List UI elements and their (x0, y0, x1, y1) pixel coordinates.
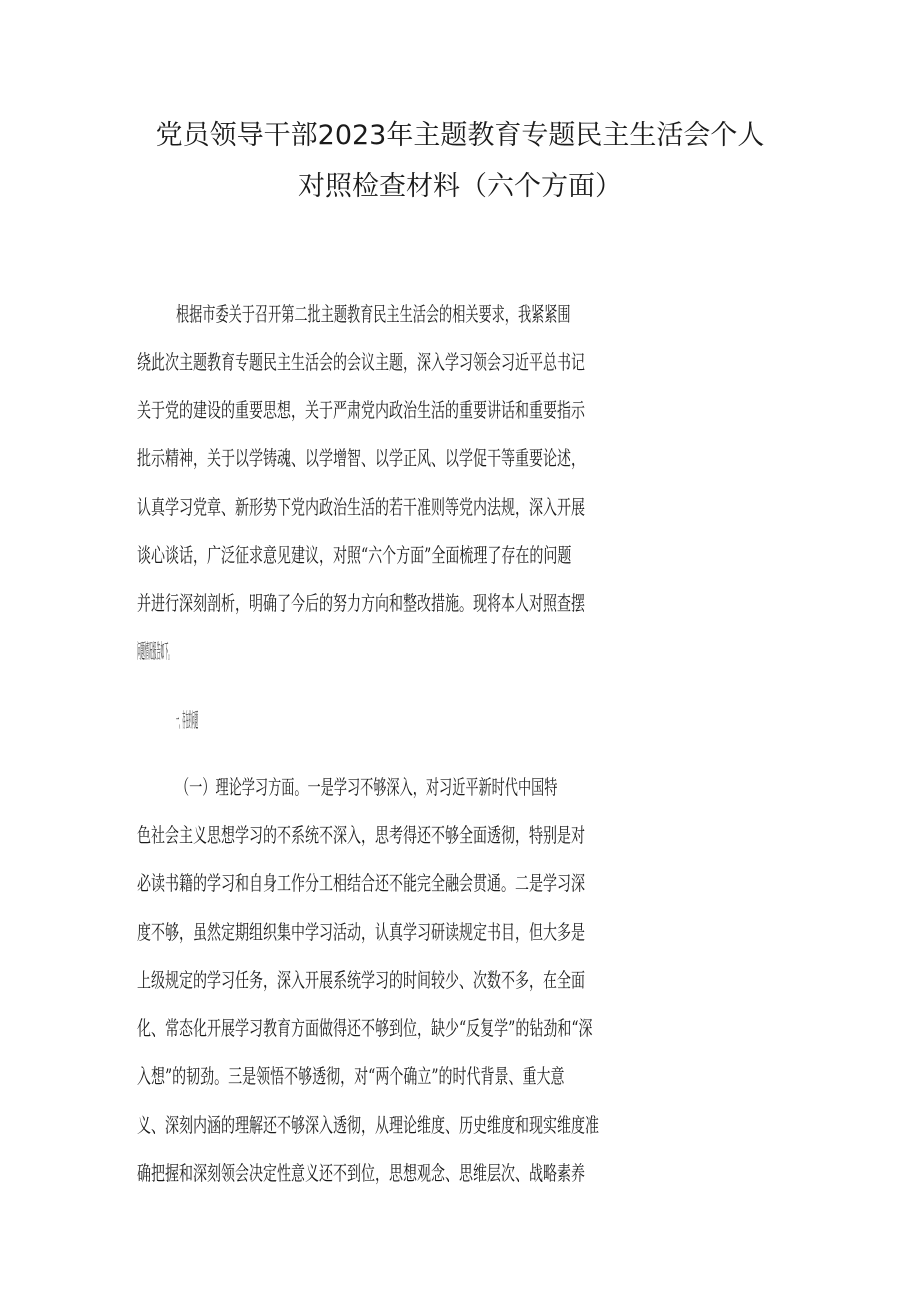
body-text-line: 上级规定的学习任务，深入开展系统学习的时间较少、次数不多，在全面 (137, 968, 585, 992)
body-text-line: 关于党的建设的重要思想，关于严肃党内政治生活的重要讲话和重要指示 (137, 398, 585, 422)
body-text-line: （一）理论学习方面。一是学习不够深入，对习近平新时代中国特 (176, 775, 558, 799)
body-text-line: 度不够，虽然定期组织集中学习活动，认真学习研读规定书目，但大多是 (137, 920, 585, 944)
body-text-line: 一、存在的问题 (176, 708, 199, 732)
body-text-line: 绕此次主题教育专题民主生活会的会议主题，深入学习领会习近平总书记 (137, 350, 585, 374)
document-title-line-1: 党员领导干部2023年主题教育专题民主生活会个人 (155, 120, 765, 151)
body-text-line: 色社会主义思想学习的不系统不深入，思考得还不够全面透彻，特别是对 (137, 823, 585, 847)
body-text-line: 义、深刻内涵的理解还不够深入透彻，从理论维度、历史维度和现实维度准 (137, 1113, 599, 1137)
body-text-line: 并进行深刻剖析，明确了今后的努力方向和整改措施。现将本人对照查摆 (137, 591, 585, 615)
body-text-line: 必读书籍的学习和自身工作分工相结合还不能完全融会贯通。二是学习深 (137, 871, 585, 895)
body-text-line: 谈心谈话，广泛征求意见建议，对照“六个方面”全面梳理了存在的问题 (137, 543, 572, 567)
body-text-line: 根据市委关于召开第二批主题教育民主生活会的相关要求，我紧紧围 (176, 302, 571, 326)
body-text-line: 问题情况报告如下。 (137, 639, 173, 663)
document-title-line-2: 对照检查材料（六个方面） (298, 171, 622, 202)
body-text-line: 认真学习党章、新形势下党内政治生活的若干准则等党内法规，深入开展 (137, 495, 585, 519)
body-text-line: 确把握和深刻领会决定性意义还不到位，思想观念、思维层次、战略素养 (137, 1161, 585, 1185)
body-text-line: 批示精神，关于以学铸魂、以学增智、以学正风、以学促干等重要论述， (137, 446, 585, 470)
body-text-line: 化、常态化开展学习教育方面做得还不够到位，缺少“反复学”的钻劲和“深 (137, 1016, 593, 1040)
body-text-line: 入想”的韧劲。三是领悟不够透彻，对“两个确立”的时代背景、重大意 (137, 1064, 565, 1088)
